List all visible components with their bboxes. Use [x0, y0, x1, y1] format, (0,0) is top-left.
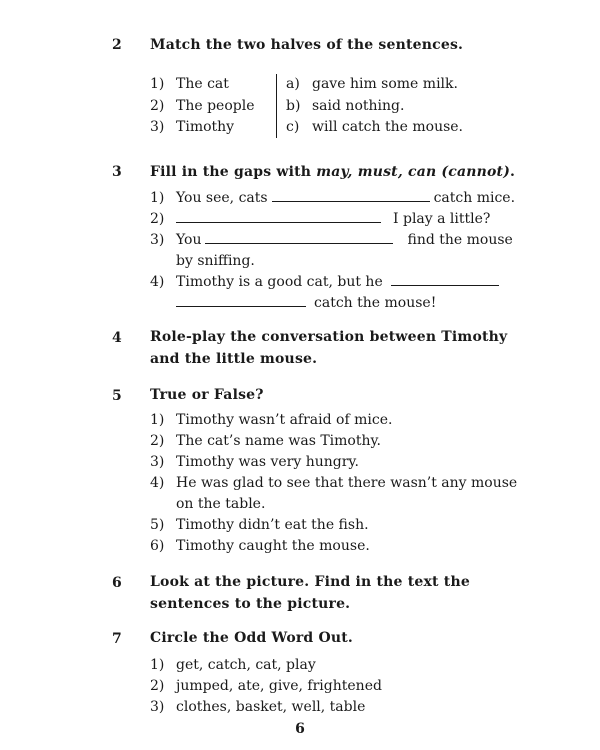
item-text: The people [176, 97, 255, 114]
list-item [150, 655, 530, 676]
item-number: 2) [150, 433, 165, 449]
item-text: will catch the mouse. [312, 119, 464, 135]
exercise-title: True or False? [150, 387, 264, 403]
item-text: You see, cats [176, 190, 268, 206]
item-number: 4) [150, 475, 165, 491]
exercise-number: 4 [112, 330, 122, 346]
item-text: clothes, basket, well, table [176, 699, 366, 715]
item-text: I play a little? [393, 211, 491, 227]
page-number: 6 [295, 721, 305, 737]
list-item [150, 272, 530, 314]
item-number: 4) [150, 274, 165, 290]
answer-blank[interactable] [176, 293, 306, 307]
item-number: 2) [150, 211, 165, 227]
item-number: 2) [150, 97, 165, 114]
item-number: 1) [150, 76, 165, 92]
list-item [150, 697, 530, 718]
answer-blank[interactable] [272, 188, 430, 202]
list-item [150, 676, 530, 697]
item-text: Timothy was very hungry. [176, 454, 359, 470]
answer-blank[interactable] [176, 209, 381, 223]
list-item [150, 431, 522, 452]
item-text: catch mice. [433, 190, 516, 206]
title-modal-verbs: may, must, can (cannot) [316, 164, 511, 180]
column-divider [276, 74, 277, 138]
item-number: 3) [150, 232, 165, 248]
exercise-title: Look at the picture. Find in the text the sentences to the picture. [150, 574, 470, 612]
item-text: The cat [176, 76, 229, 92]
item-text: The cat’s name was Timothy. [176, 433, 381, 449]
odd-word-list [150, 655, 530, 718]
item-text: said nothing. [312, 97, 405, 114]
exercise-title: Circle the Odd Word Out. [150, 630, 354, 646]
answer-blank[interactable] [391, 272, 499, 286]
item-text: He was glad to see that there wasn’t any mouse on the table. [176, 475, 518, 512]
item-text: by sniffing. [176, 253, 255, 269]
exercise-number: 5 [112, 388, 122, 404]
item-text: Timothy [176, 119, 235, 135]
item-text: Timothy wasn’t afraid of mice. [176, 412, 393, 428]
item-number: 3) [150, 454, 165, 470]
list-item [286, 74, 516, 96]
list-item [150, 536, 522, 557]
title-punctuation: . [510, 164, 516, 180]
exercise-title: Role-play the conversation between Timothy and the little mouse. [150, 329, 508, 367]
list-item [150, 515, 522, 536]
list-item [150, 117, 275, 139]
title-text: Fill in the gaps with [150, 164, 317, 180]
exercise-title [150, 161, 530, 183]
item-text: Timothy caught the mouse. [176, 538, 370, 554]
item-number: 2) [150, 678, 165, 694]
item-letter: c) [286, 119, 300, 135]
list-item [286, 117, 516, 139]
item-letter: a) [286, 76, 300, 92]
item-text: You [176, 232, 202, 248]
item-text: Timothy didn’t eat the fish. [176, 517, 369, 533]
list-item [150, 188, 530, 209]
item-number: 1) [150, 190, 165, 206]
list-item [150, 209, 530, 230]
answer-blank[interactable] [205, 230, 393, 244]
exercise-number: 3 [112, 164, 122, 180]
list-item [150, 410, 522, 431]
exercise-number: 2 [112, 37, 122, 53]
list-item [286, 96, 516, 118]
gap-fill-list [150, 188, 530, 314]
list-item [150, 452, 522, 473]
list-item [150, 74, 275, 96]
item-number: 3) [150, 699, 165, 715]
exercise-title: Match the two halves of the sentences. [150, 37, 464, 53]
item-number: 6) [150, 538, 165, 554]
sentence-beginnings [150, 74, 275, 139]
item-text: get, catch, cat, play [176, 657, 316, 673]
true-false-list [150, 410, 522, 557]
exercise-number: 6 [112, 575, 122, 591]
sentence-endings [286, 74, 516, 139]
item-number: 1) [150, 412, 165, 428]
exercise-number: 7 [112, 631, 122, 647]
item-text: jumped, ate, give, frightened [176, 678, 382, 694]
item-letter: b) [286, 97, 301, 114]
list-item [150, 230, 530, 272]
item-number: 1) [150, 657, 165, 673]
item-number: 3) [150, 119, 165, 135]
item-text: catch the mouse! [314, 295, 437, 311]
list-item [150, 96, 275, 118]
item-text: gave him some milk. [312, 76, 458, 92]
item-text: Timothy is a good cat, but he [176, 274, 383, 290]
item-text: find the mouse [407, 232, 513, 248]
list-item [150, 473, 522, 515]
item-number: 5) [150, 517, 165, 533]
